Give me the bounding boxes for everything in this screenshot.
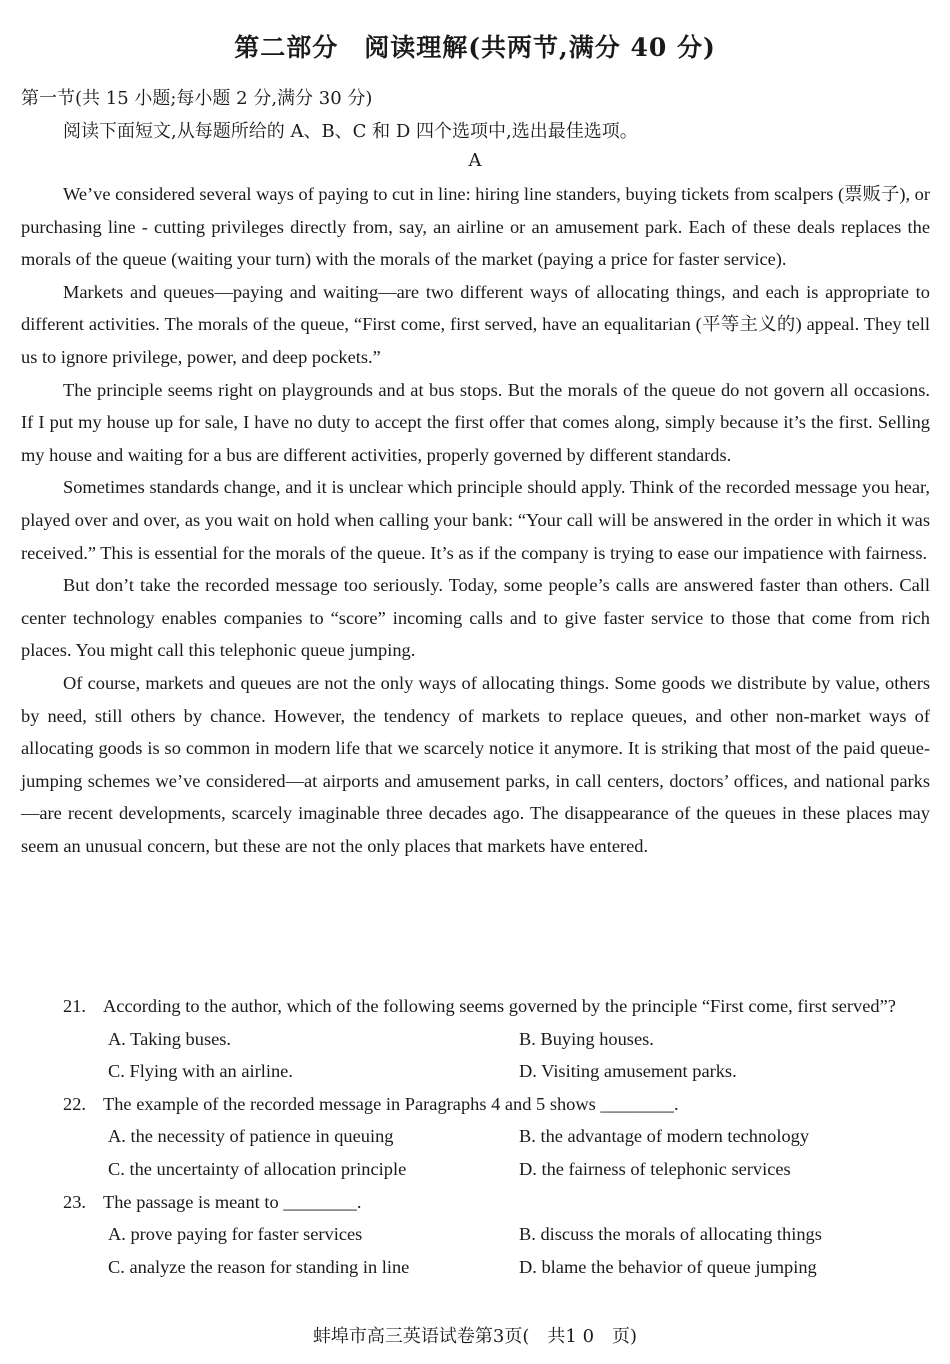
option-c: C. Flying with an airline. — [108, 1061, 293, 1082]
question-text: The passage is meant to ________. — [103, 1191, 362, 1212]
passage-paragraph: Sometimes standards change, and it is unclear which principle should apply. Think of the recorded message you hear, played over and over, as you wait on hold when calling your bank: “Your call will be answered in the order in which it was received.” This is essential for the morals of the queue. It’s as if the company is trying to ease our impatience with fairness. — [21, 477, 930, 563]
option-grid — [21, 1023, 930, 1088]
page-footer: 蚌埠市高三英语试卷第3页( 共1 0 页) — [312, 1326, 638, 1347]
question-stem — [21, 1088, 930, 1121]
question-stem — [21, 990, 930, 1023]
question-number: 21. — [63, 996, 86, 1016]
passage-paragraph: We’ve considered several ways of paying to cut in line: hiring line standers, buying tickets from scalpers (票贩子), or purchasing line - cutting privileges directly from, say, an airline or an amusement park. Each of these deals replaces the morals of the queue (waiting your turn) with the morals of the market (paying a price for faster service). — [21, 184, 930, 270]
passage-paragraph: The principle seems right on playgrounds and at bus stops. But the morals of the queue do not govern all occasions. If I put my house up for sale, I have no duty to accept the first offer that comes along, simply because it’s the first. Selling my house and waiting for a bus are different activities, properly governed by different standards. — [21, 379, 930, 465]
option-d: D. Visiting amusement parks. — [519, 1061, 737, 1082]
instruction-text: 阅读下面短文,从每题所给的 A、B、C 和 D 四个选项中,选出最佳选项。 — [63, 121, 638, 142]
question-list — [21, 990, 930, 1283]
question-21 — [21, 990, 930, 1088]
question-23 — [21, 1186, 930, 1284]
option-a: A. Taking buses. — [108, 1028, 232, 1049]
option-b: B. Buying houses. — [519, 1028, 654, 1049]
option-c: C. analyze the reason for standing in line — [108, 1256, 410, 1277]
passage-label: A — [468, 150, 482, 171]
passage-paragraph: Of course, markets and queues are not the only ways of allocating things. Some goods we distribute by value, others by need, still others by chance. However, the tendency of markets to replace queues, and other non-market ways of allocating goods is so common in modern life that we scarcely notice it anymore. It is striking that most of the paid queue-jumping schemes we’ve considered—at airports and amusement parks, in call centers, doctors’ offices, and national parks—are recent developments, scarcely imaginable three decades ago. The disappearance of the queues in these places may seem an unusual concern, but these are not the only places that markets have entered. — [21, 672, 930, 856]
question-number: 23. — [63, 1191, 86, 1212]
passage-body — [21, 178, 930, 862]
section-heading: 第一节(共 15 小题;每小题 2 分,满分 30 分) — [21, 88, 373, 109]
question-stem — [21, 1186, 930, 1219]
question-number: 22. — [63, 1093, 86, 1114]
option-grid — [21, 1120, 930, 1185]
option-d: D. blame the behavior of queue jumping — [519, 1256, 817, 1277]
option-a: A. prove paying for faster services — [108, 1224, 363, 1245]
option-c: C. the uncertainty of allocation principle — [108, 1158, 407, 1179]
part-title: 第二部分 阅读理解(共两节,满分 40 分) — [234, 33, 716, 62]
passage-paragraph: But don’t take the recorded message too seriously. Today, some people’s calls are answered faster than others. Call center technology enables companies to “score” incoming calls and to give faster service to those that come from rich places. You might call this telephonic queue jumping. — [21, 575, 930, 661]
option-grid — [21, 1218, 930, 1283]
question-text: The example of the recorded message in Paragraphs 4 and 5 shows ________. — [103, 1093, 679, 1114]
question-22 — [21, 1088, 930, 1186]
option-b: B. the advantage of modern technology — [519, 1126, 810, 1147]
passage-paragraph: Markets and queues—paying and waiting—are two different ways of allocating things, and each is appropriate to different activities. The morals of the queue, “First come, first served, have an equalitarian (平等主义的) appeal. They tell us to ignore privilege, power, and deep pockets.” — [21, 281, 930, 367]
option-d: D. the fairness of telephonic services — [519, 1158, 791, 1179]
option-b: B. discuss the morals of allocating things — [519, 1224, 822, 1245]
question-text: According to the author, which of the following seems governed by the principle “First come, first served”? — [103, 996, 896, 1016]
option-a: A. the necessity of patience in queuing — [108, 1126, 394, 1147]
